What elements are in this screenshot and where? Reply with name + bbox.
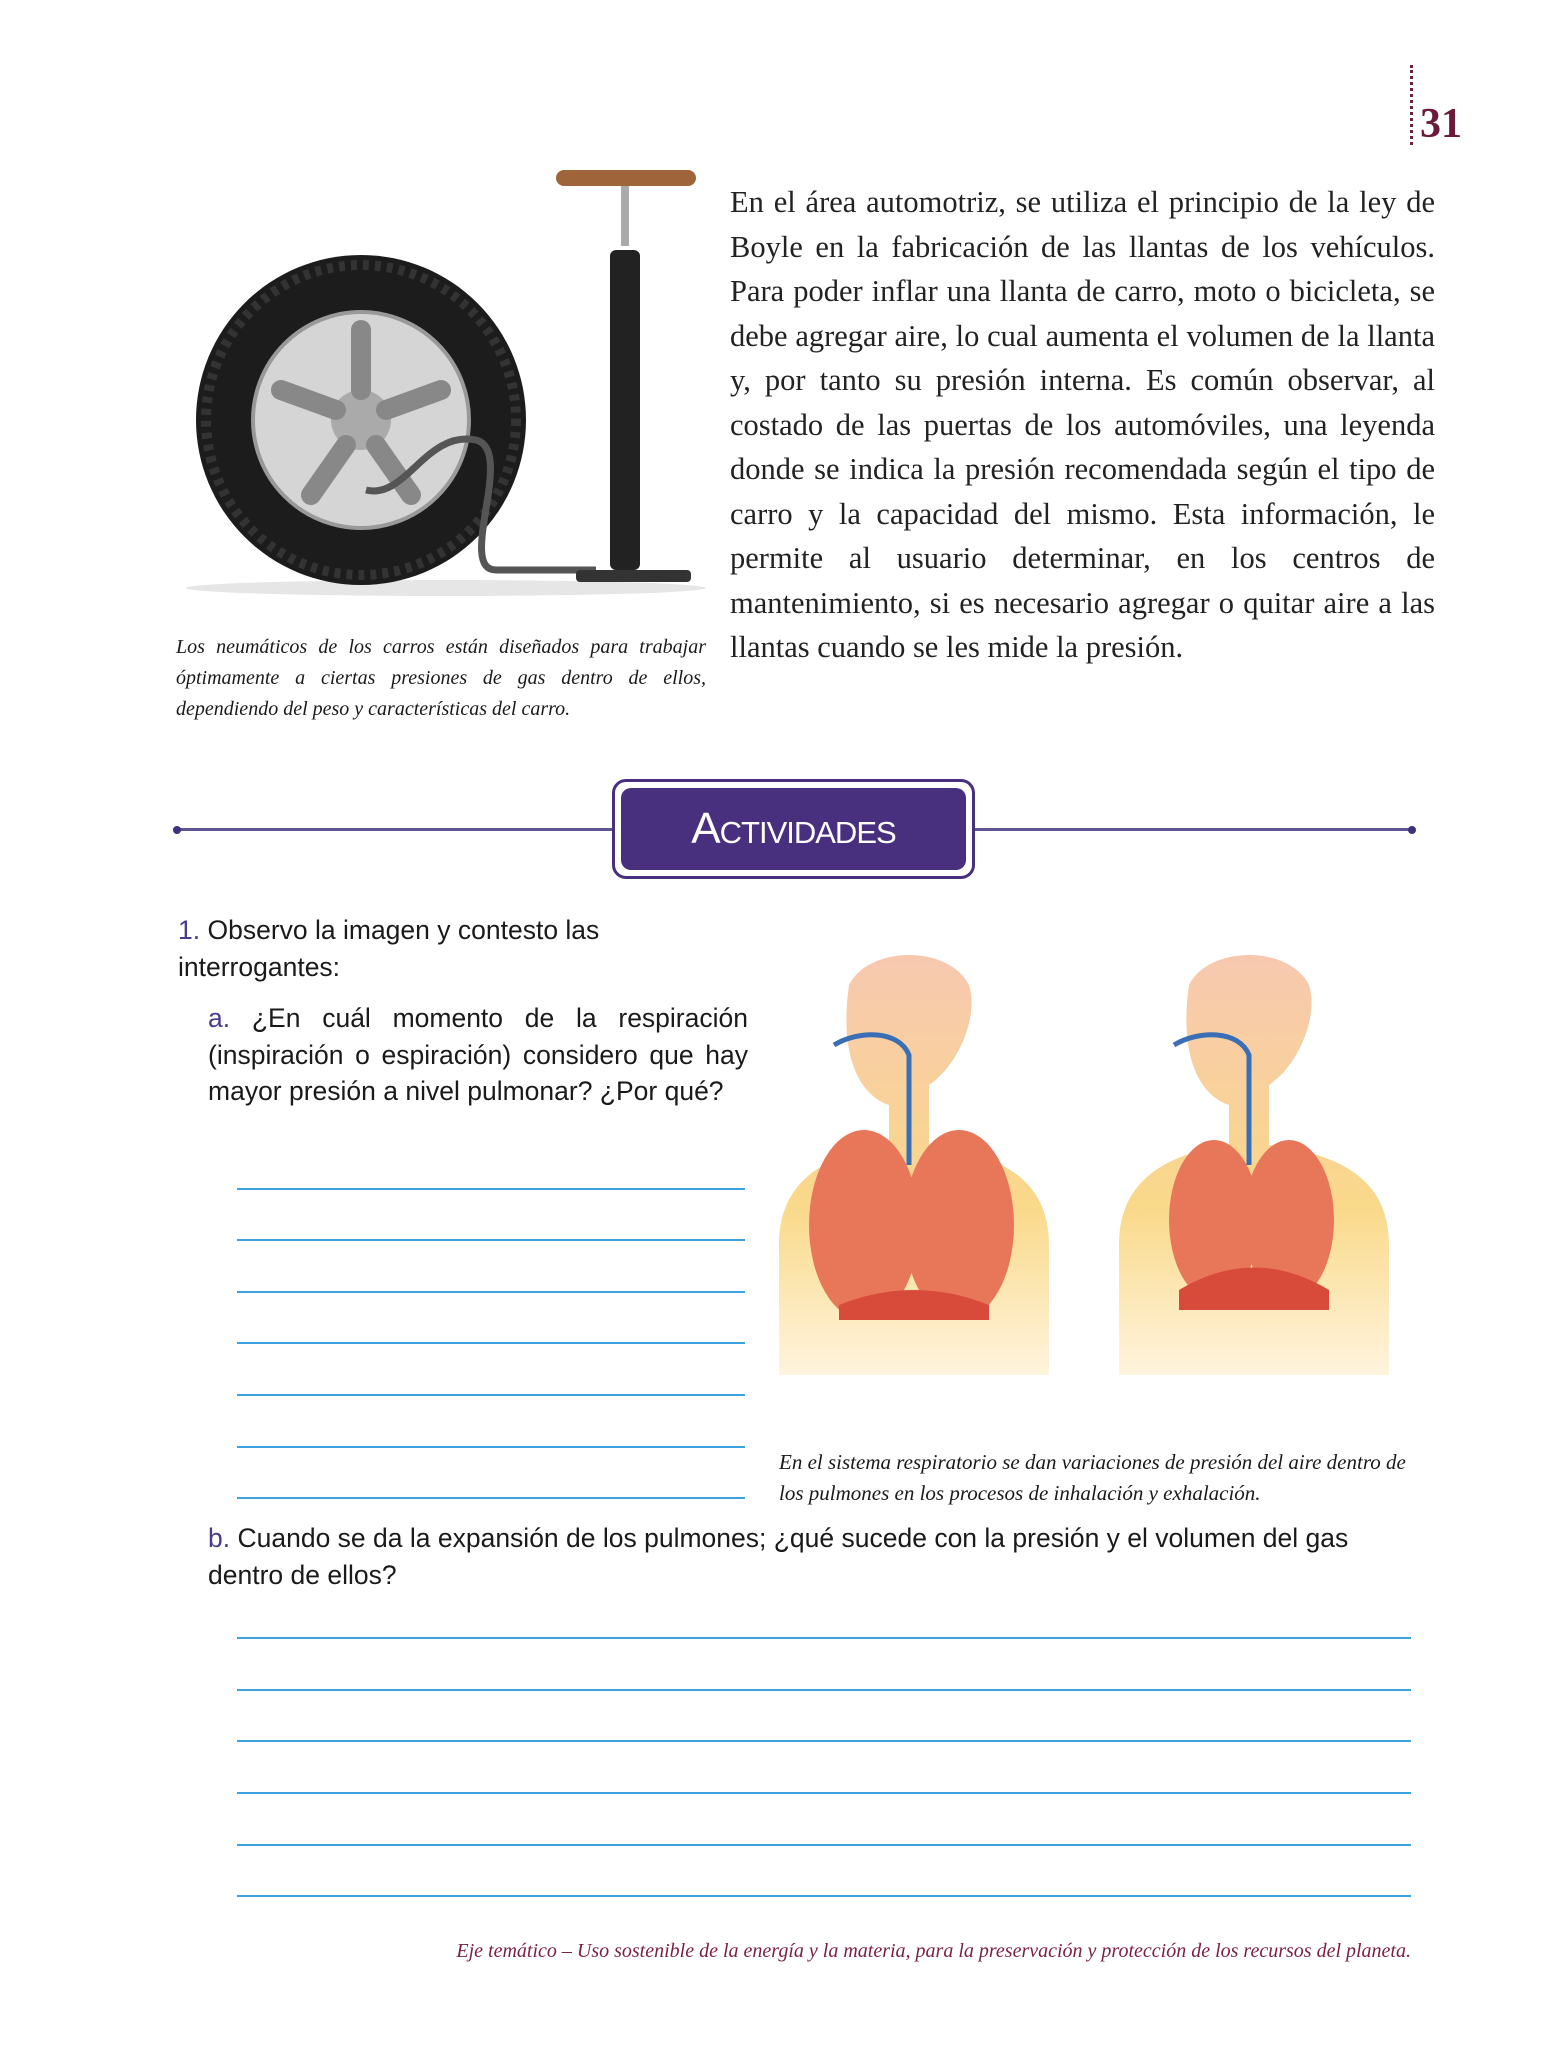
question-b: [208, 1520, 1418, 1593]
answer-line-a[interactable]: [237, 1446, 745, 1448]
page-number: 31: [1420, 101, 1462, 147]
divider-endpoint: [1408, 826, 1416, 834]
footer-theme: Eje temático – Uso sostenible de la energía y la materia, para la preservación y protección de los recursos del planeta.: [456, 1940, 1411, 1962]
activity-1: [178, 912, 748, 985]
answer-line-b[interactable]: [237, 1844, 1411, 1846]
question-text: Cuando se da la expansión de los pulmones; ¿qué sucede con la presión y el volumen del gas dentro de ellos?: [208, 1523, 1349, 1590]
exhalation-figure: [1119, 955, 1389, 1375]
answer-line-b[interactable]: [237, 1689, 1411, 1691]
answer-line-b[interactable]: [237, 1792, 1411, 1794]
answer-line-a[interactable]: [237, 1342, 745, 1344]
answer-line-b[interactable]: [237, 1740, 1411, 1742]
page-margin-dots: [1410, 65, 1413, 145]
tire-pump-illustration: [176, 170, 721, 605]
section-header-box: [612, 779, 975, 879]
answer-line-b[interactable]: [237, 1895, 1411, 1897]
answer-line-a[interactable]: [237, 1239, 745, 1241]
inhalation-figure: [779, 955, 1049, 1375]
question-letter: a.: [208, 1003, 231, 1033]
respiratory-system-illustration: [779, 945, 1394, 1375]
tire-caption: Los neumáticos de los carros están diseñados para trabajar óptimamente a ciertas presiones de gas dentro de ellos, dependiendo del peso y características del carro.: [176, 636, 706, 720]
pump-icon: [610, 250, 640, 570]
activity-number: 1.: [178, 915, 201, 945]
question-text: ¿En cuál momento de la respiración (inspiración o espiración) considero que hay mayor presión a nivel pulmonar? ¿Por qué?: [208, 1003, 748, 1106]
lungs-caption: En el sistema respiratorio se dan variaciones de presión del aire dentro de los pulmones en los procesos de inhalación y exhalación.: [779, 1450, 1406, 1505]
answer-line-b[interactable]: [237, 1637, 1411, 1639]
activity-text: Observo la imagen y contesto las interrogantes:: [178, 915, 600, 982]
divider-endpoint: [173, 826, 181, 834]
pump-handle-icon: [556, 170, 696, 186]
answer-line-a[interactable]: [237, 1291, 745, 1293]
question-letter: b.: [208, 1523, 231, 1553]
answer-line-a[interactable]: [237, 1188, 745, 1190]
section-title: Actividades: [621, 788, 966, 870]
question-a: [208, 1000, 748, 1110]
answer-line-a[interactable]: [237, 1497, 745, 1499]
intro-paragraph: En el área automotriz, se utiliza el principio de la ley de Boyle en la fabricación de las llantas de los vehículos. Para poder inflar una llanta de carro, moto o bicicleta, se debe agregar aire, lo cual aumenta el volumen de la llanta y, por tanto su presión interna. Es común observar, al costado de las puertas de los automóviles, una leyenda donde se indica la presión recomendada según el tipo de carro y la capacidad del mismo. Esta información, le permite al usuario determinar, en los centros de mantenimiento, si es necesario agregar o quitar aire a las llantas cuando se les mide la presión.: [730, 185, 1435, 664]
answer-line-a[interactable]: [237, 1394, 745, 1396]
